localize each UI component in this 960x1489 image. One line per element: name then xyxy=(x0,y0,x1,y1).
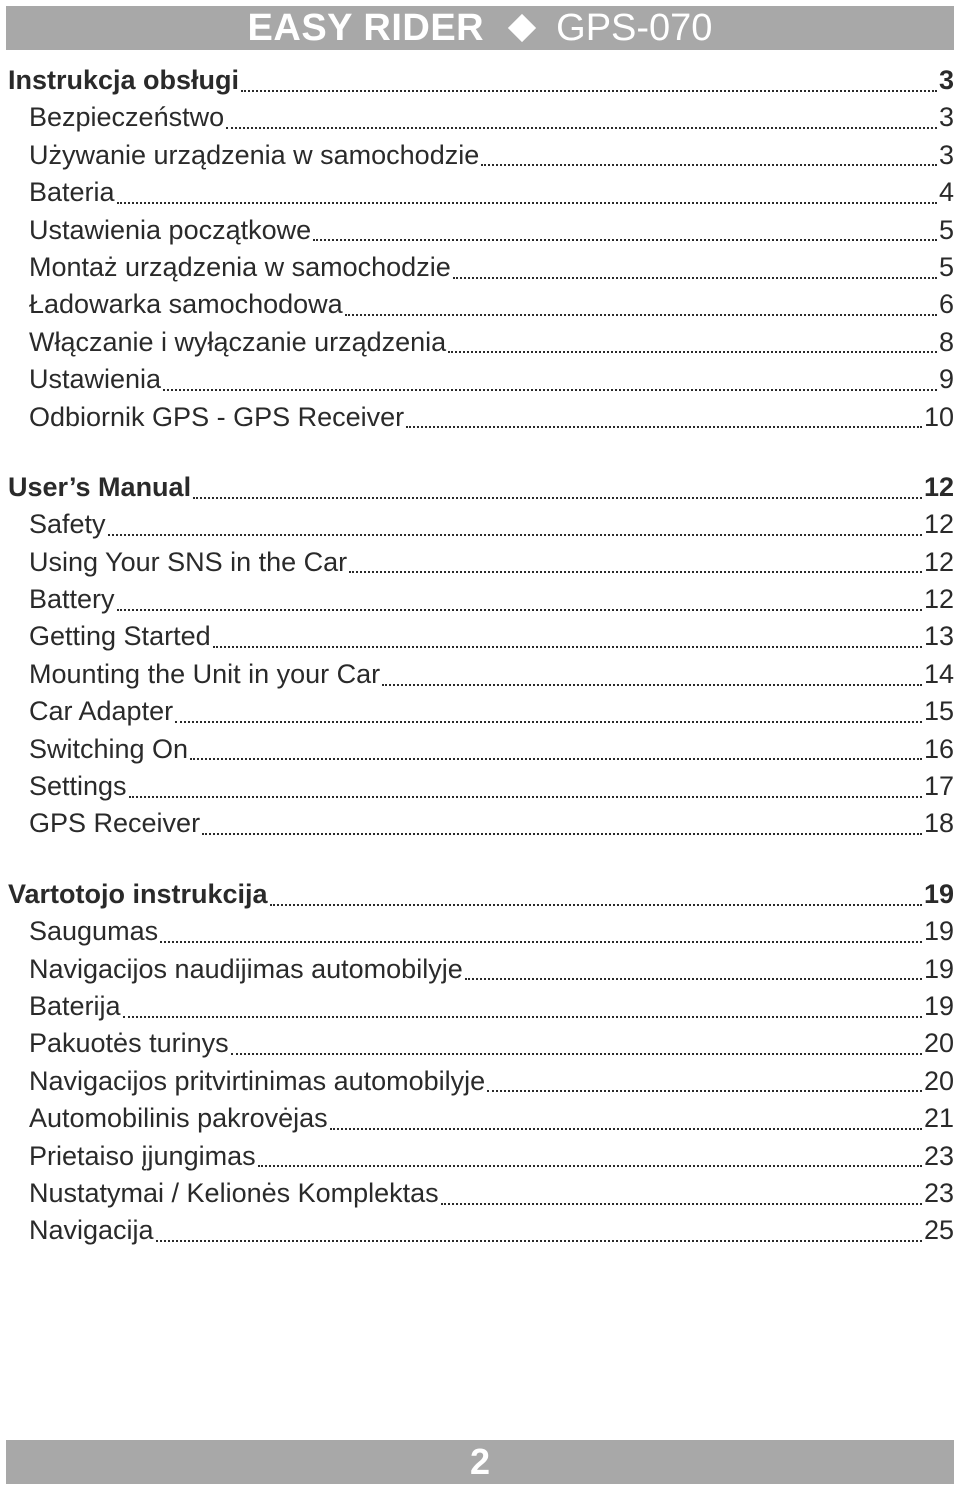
toc-entry[interactable] xyxy=(8,249,954,286)
toc-section xyxy=(8,469,954,843)
dot-leader xyxy=(330,1128,922,1130)
toc-entry[interactable] xyxy=(8,212,954,249)
toc-entry[interactable] xyxy=(8,324,954,361)
toc-entry-page: 5 xyxy=(938,251,954,282)
toc-entry-title: Bezpieczeństwo xyxy=(29,102,225,133)
dot-leader xyxy=(202,833,922,835)
dot-leader xyxy=(465,978,922,980)
dot-leader xyxy=(175,721,922,723)
toc-entry-title: User’s Manual xyxy=(8,471,192,502)
toc-entry-title: Mounting the Unit in your Car xyxy=(29,658,381,689)
toc-entry[interactable] xyxy=(8,731,954,768)
dot-leader xyxy=(160,941,922,943)
toc-entry-title: Navigacijos naudijimas automobilyje xyxy=(29,953,463,984)
toc-entry[interactable] xyxy=(8,805,954,842)
toc-entry-title: Nustatymai / Kelionės Komplektas xyxy=(29,1177,439,1208)
table-of-contents xyxy=(8,62,954,1283)
toc-entry-page: 3 xyxy=(938,139,954,170)
toc-entry-title: Getting Started xyxy=(29,621,211,652)
toc-entry-title: Baterija xyxy=(29,990,121,1021)
toc-entry-title: Prietaiso įjungimas xyxy=(29,1140,256,1171)
dot-leader xyxy=(231,1053,922,1055)
toc-entry-title: Ustawienia xyxy=(29,364,162,395)
dot-leader xyxy=(190,758,922,760)
toc-entry-title: GPS Receiver xyxy=(29,808,201,839)
dot-leader xyxy=(193,497,922,499)
dot-leader xyxy=(123,1016,922,1018)
toc-entry-page: 19 xyxy=(923,990,954,1021)
toc-entry[interactable] xyxy=(8,656,954,693)
toc-entry-title: Switching On xyxy=(29,733,189,764)
toc-entry-title: Car Adapter xyxy=(29,696,174,727)
toc-entry[interactable] xyxy=(8,1212,954,1249)
dot-leader xyxy=(441,1203,922,1205)
toc-entry-title: Automobilinis pakrovėjas xyxy=(29,1103,328,1134)
dot-leader xyxy=(258,1165,922,1167)
toc-entry-page: 19 xyxy=(923,953,954,984)
toc-entry[interactable] xyxy=(8,581,954,618)
toc-entry-title: Używanie urządzenia w samochodzie xyxy=(29,139,480,170)
toc-entry-page: 15 xyxy=(923,696,954,727)
toc-entry-title: Odbiornik GPS - GPS Receiver xyxy=(29,401,405,432)
dot-leader xyxy=(453,277,937,279)
toc-entry-page: 20 xyxy=(923,1065,954,1096)
dot-leader xyxy=(481,164,937,166)
toc-entry-page: 9 xyxy=(938,364,954,395)
toc-entry-page: 25 xyxy=(923,1215,954,1246)
toc-entry-page: 16 xyxy=(923,733,954,764)
dot-leader xyxy=(117,609,922,611)
dot-leader xyxy=(156,1240,922,1242)
toc-entry-page: 12 xyxy=(923,546,954,577)
toc-entry-page: 19 xyxy=(923,916,954,947)
toc-entry-title: Ustawienia początkowe xyxy=(29,214,312,245)
dot-leader xyxy=(345,314,937,316)
toc-entry[interactable] xyxy=(8,1100,954,1137)
toc-entry-title: Montaż urządzenia w samochodzie xyxy=(29,251,451,282)
toc-entry[interactable] xyxy=(8,693,954,730)
toc-section-heading[interactable] xyxy=(8,876,954,913)
toc-entry-page: 18 xyxy=(923,808,954,839)
toc-entry[interactable] xyxy=(8,1138,954,1175)
toc-entry[interactable] xyxy=(8,174,954,211)
dot-leader xyxy=(313,239,937,241)
dot-leader xyxy=(163,389,937,391)
toc-entry-page: 19 xyxy=(923,878,954,909)
header-bar xyxy=(6,6,954,50)
toc-entry-title: Bateria xyxy=(29,177,115,208)
toc-entry-title: Saugumas xyxy=(29,916,159,947)
toc-entry-page: 10 xyxy=(923,401,954,432)
toc-entry-page: 6 xyxy=(938,289,954,320)
dot-leader xyxy=(226,127,937,129)
toc-entry[interactable] xyxy=(8,137,954,174)
toc-section-heading[interactable] xyxy=(8,62,954,99)
toc-entry-title: Włączanie i wyłączanie urządzenia xyxy=(29,326,447,357)
toc-section xyxy=(8,876,954,1250)
toc-entry-page: 12 xyxy=(923,584,954,615)
toc-entry[interactable] xyxy=(8,1175,954,1212)
diamond-icon xyxy=(508,14,536,42)
toc-entry-page: 20 xyxy=(923,1028,954,1059)
toc-entry[interactable] xyxy=(8,768,954,805)
dot-leader xyxy=(382,684,922,686)
toc-entry[interactable] xyxy=(8,618,954,655)
toc-entry-page: 8 xyxy=(938,326,954,357)
dot-leader xyxy=(129,796,922,798)
toc-section xyxy=(8,62,954,436)
toc-entry-page: 3 xyxy=(938,102,954,133)
toc-entry-page: 5 xyxy=(938,214,954,245)
toc-entry-title: Instrukcja obsługi xyxy=(8,65,240,95)
toc-entry[interactable] xyxy=(8,988,954,1025)
toc-entry[interactable] xyxy=(8,913,954,950)
toc-entry-page: 13 xyxy=(923,621,954,652)
model-name: GPS-070 xyxy=(556,6,713,49)
dot-leader xyxy=(487,1090,922,1092)
toc-entry-title: Using Your SNS in the Car xyxy=(29,546,348,577)
dot-leader xyxy=(349,571,922,573)
toc-entry-page: 21 xyxy=(923,1103,954,1134)
toc-entry[interactable] xyxy=(8,286,954,323)
toc-section-heading[interactable] xyxy=(8,469,954,506)
toc-entry[interactable] xyxy=(8,951,954,988)
toc-entry-page: 14 xyxy=(923,658,954,689)
dot-leader xyxy=(241,90,937,92)
toc-entry-page: 4 xyxy=(938,177,954,208)
page-number: 2 xyxy=(469,1441,491,1482)
toc-entry-title: Ładowarka samochodowa xyxy=(29,289,343,320)
toc-entry-title: Battery xyxy=(29,584,115,615)
toc-entry-title: Navigacija xyxy=(29,1215,154,1246)
toc-entry-title: Navigacijos pritvirtinimas automobilyje xyxy=(29,1065,486,1096)
dot-leader xyxy=(213,646,922,648)
toc-entry[interactable] xyxy=(8,506,954,543)
dot-leader xyxy=(117,202,937,204)
toc-entry-title: Settings xyxy=(29,771,127,802)
dot-leader xyxy=(448,351,937,353)
header-title xyxy=(6,6,954,50)
toc-entry-page: 12 xyxy=(923,509,954,540)
toc-entry-title: Vartotojo instrukcija xyxy=(8,878,268,909)
dot-leader xyxy=(108,534,922,536)
toc-entry[interactable] xyxy=(8,1063,954,1100)
toc-entry-title: Safety xyxy=(29,509,106,540)
toc-entry[interactable] xyxy=(8,544,954,581)
dot-leader xyxy=(270,904,922,906)
toc-entry[interactable] xyxy=(8,361,954,398)
toc-entry-page: 3 xyxy=(938,65,954,95)
footer-bar xyxy=(6,1440,954,1484)
brand-name: EASY RIDER xyxy=(247,6,485,49)
toc-entry[interactable] xyxy=(8,99,954,136)
toc-entry[interactable] xyxy=(8,1025,954,1062)
toc-entry-page: 17 xyxy=(923,771,954,802)
toc-entry[interactable] xyxy=(8,399,954,436)
toc-entry-page: 12 xyxy=(923,471,954,502)
toc-entry-page: 23 xyxy=(923,1177,954,1208)
dot-leader xyxy=(406,426,922,428)
toc-entry-page: 23 xyxy=(923,1140,954,1171)
toc-entry-title: Pakuotės turinys xyxy=(29,1028,229,1059)
